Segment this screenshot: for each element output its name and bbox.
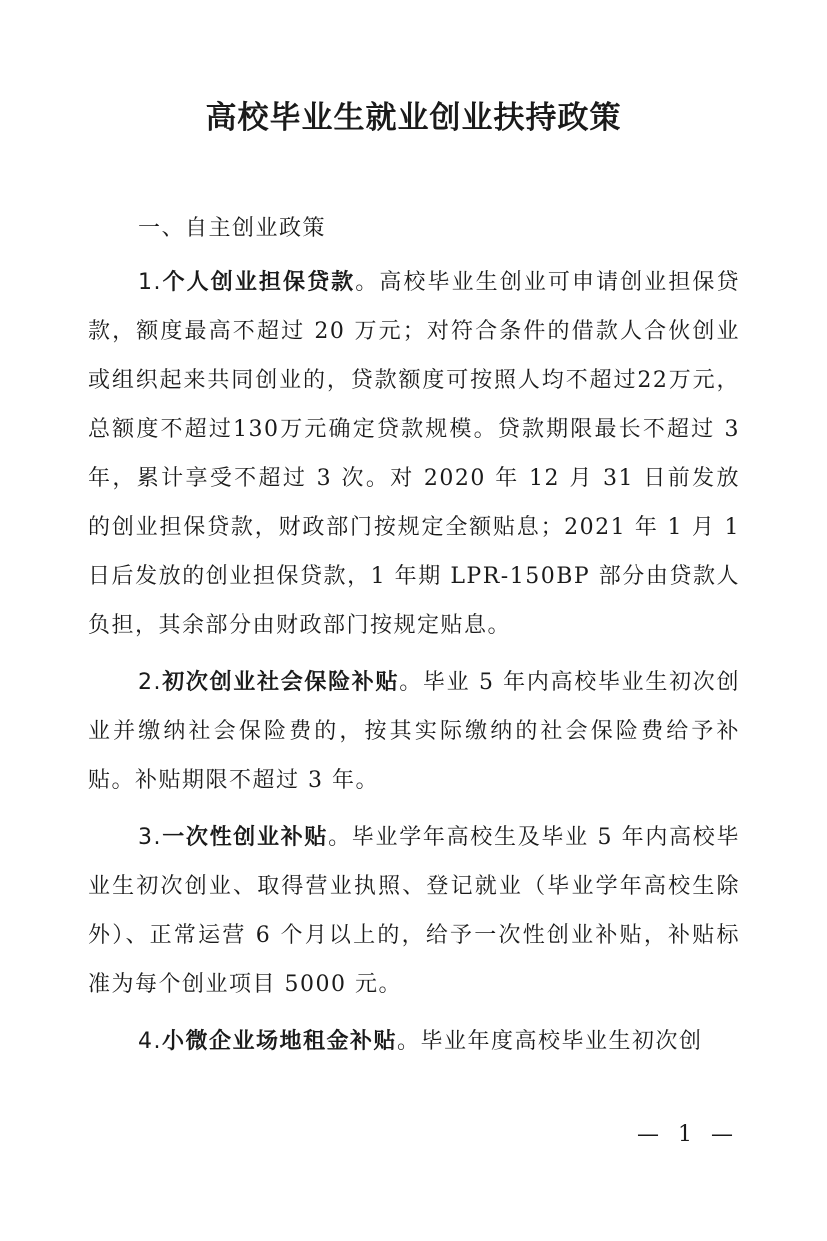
item-heading: 小微企业场地租金补贴 xyxy=(162,1029,398,1054)
page-number: — 1 — xyxy=(637,1122,739,1147)
document-title: 高校毕业生就业创业扶持政策 xyxy=(205,100,622,136)
policy-paragraph-3 xyxy=(88,813,740,1009)
policy-paragraph-1 xyxy=(88,258,740,650)
section-heading: 一、自主创业政策 xyxy=(138,216,327,241)
item-text: 。高校毕业生创业可申请创业担保贷款，额度最高不超过 20 万元；对符合条件的借款人合伙创业或组织起来共同创业的，贷款额度可按照人均不超过22万元，总额度不超过130万元确定贷款规模。贷款期限最长不超过 3 年，累计享受不超过 3 次。对 2020 年 12 月 31 日前发放的创业担保贷款，财政部门按规定全额贴息；2021 年 1 月 1 日后发放的创业担保贷款，1 年期 LPR-150BP 部分由贷款人负担，其余部分由财政部门按规定贴息。 xyxy=(88,270,740,638)
document-body xyxy=(88,204,740,1074)
policy-paragraph-4 xyxy=(88,1017,740,1066)
item-number: 2. xyxy=(138,670,162,695)
item-number: 3. xyxy=(138,825,162,850)
item-text: 。毕业年度高校毕业生初次创 xyxy=(397,1029,703,1054)
item-text: 。毕业 5 年内高校毕业生初次创业并缴纳社会保险费的，按其实际缴纳的社会保险费给予补贴。补贴期限不超过 3 年。 xyxy=(88,670,740,793)
item-heading: 个人创业担保贷款 xyxy=(162,270,356,295)
item-heading: 一次性创业补贴 xyxy=(162,825,329,850)
item-text: 。毕业学年高校生及毕业 5 年内高校毕业生初次创业、取得营业执照、登记就业（毕业学年高校生除外）、正常运营 6 个月以上的，给予一次性创业补贴，补贴标准为每个创业项目 5000 元。 xyxy=(88,825,740,997)
item-heading: 初次创业社会保险补贴 xyxy=(162,670,400,695)
policy-paragraph-2 xyxy=(88,658,740,805)
item-number: 4. xyxy=(138,1029,162,1054)
item-number: 1. xyxy=(138,270,162,295)
